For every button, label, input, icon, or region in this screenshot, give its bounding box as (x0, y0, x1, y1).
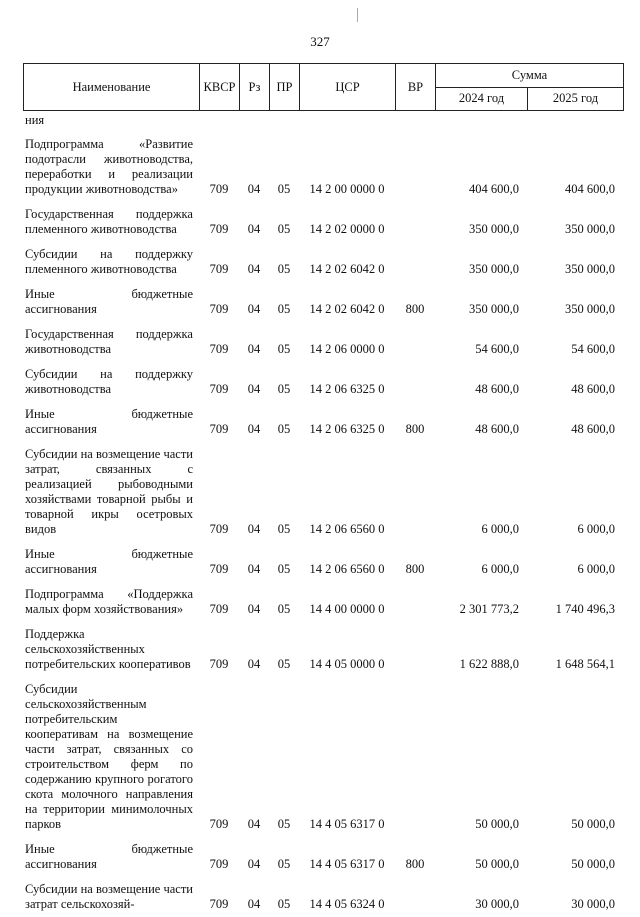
row-name: Государственная поддержка животноводства (25, 327, 193, 356)
row-amount-2025: 1 648 564,1 (555, 657, 615, 671)
row-rz: 04 (247, 817, 261, 831)
row-kvsr: 709 (209, 182, 229, 196)
header-sum: Сумма (436, 64, 624, 88)
row-vr (395, 677, 435, 837)
row-pr: 05 (277, 222, 291, 236)
row-csr: 14 2 02 6042 0 (309, 262, 385, 276)
row-csr (299, 113, 395, 132)
table-row (23, 402, 623, 442)
row-name: Государственная поддержка племенного животноводства (25, 207, 193, 236)
row-rz: 04 (247, 302, 261, 316)
row-csr: 14 4 00 0000 0 (309, 602, 385, 616)
row-name: Иные бюджетные ассигнования (25, 287, 193, 316)
row-kvsr (199, 113, 239, 132)
row-amount-2024: 30 000,0 (475, 897, 519, 911)
row-pr: 05 (277, 262, 291, 276)
table-row (23, 582, 623, 622)
row-csr: 14 2 06 6560 0 (309, 562, 385, 576)
row-vr: 800 (405, 422, 425, 436)
row-rz: 04 (247, 657, 261, 671)
row-rz: 04 (247, 857, 261, 871)
row-rz: 04 (247, 562, 261, 576)
table-row (23, 242, 623, 282)
row-name: Иные бюджетные ассигнования (25, 407, 193, 436)
table-row (23, 322, 623, 362)
row-amount-2024: 350 000,0 (469, 262, 519, 276)
header-rz: Рз (240, 64, 270, 111)
table-row (23, 542, 623, 582)
row-pr: 05 (277, 657, 291, 671)
row-kvsr: 709 (209, 422, 229, 436)
row-kvsr: 709 (209, 602, 229, 616)
row-amount-2024: 350 000,0 (469, 302, 519, 316)
row-amount-2024: 48 600,0 (475, 382, 519, 396)
row-vr (395, 132, 435, 202)
row-csr: 14 4 05 6317 0 (309, 857, 385, 871)
row-amount-2025 (527, 113, 623, 132)
row-amount-2024: 6 000,0 (481, 522, 519, 536)
header-year-2024: 2024 год (436, 87, 528, 111)
row-name: Субсидии на возмещение части затрат, связанных с реализацией рыбоводными хозяйствами товарной рыбы и товарной икры осетровых видов (25, 447, 193, 536)
row-pr: 05 (277, 602, 291, 616)
row-rz: 04 (247, 182, 261, 196)
table-row (23, 113, 623, 132)
row-amount-2025: 30 000,0 (571, 897, 615, 911)
row-vr (395, 322, 435, 362)
row-rz: 04 (247, 342, 261, 356)
row-kvsr: 709 (209, 857, 229, 871)
row-pr: 05 (277, 897, 291, 911)
row-rz: 04 (247, 222, 261, 236)
row-csr: 14 4 05 0000 0 (309, 657, 385, 671)
header-csr: ЦСР (300, 64, 396, 111)
row-amount-2024: 6 000,0 (481, 562, 519, 576)
table-header (23, 63, 624, 111)
row-name: Иные бюджетные ассигнования (25, 842, 193, 871)
row-rz: 04 (247, 602, 261, 616)
scan-mark (357, 8, 358, 22)
row-vr (395, 622, 435, 677)
row-csr: 14 2 02 6042 0 (309, 302, 385, 316)
header-year-2025: 2025 год (528, 87, 624, 111)
header-vr: ВР (396, 64, 436, 111)
row-rz: 04 (247, 422, 261, 436)
row-amount-2024: 50 000,0 (475, 817, 519, 831)
row-amount-2025: 6 000,0 (577, 522, 615, 536)
table-row (23, 132, 623, 202)
row-rz: 04 (247, 382, 261, 396)
row-amount-2025: 350 000,0 (565, 262, 615, 276)
row-csr: 14 2 02 0000 0 (309, 222, 385, 236)
row-amount-2024 (435, 113, 527, 132)
row-vr (395, 242, 435, 282)
row-pr: 05 (277, 817, 291, 831)
row-pr: 05 (277, 522, 291, 536)
row-kvsr: 709 (209, 262, 229, 276)
row-csr: 14 2 06 6325 0 (309, 422, 385, 436)
row-pr: 05 (277, 562, 291, 576)
table-row (23, 837, 623, 877)
table-row (23, 677, 623, 837)
row-name: Субсидии на поддержку племенного животноводства (25, 247, 193, 276)
row-csr: 14 2 00 0000 0 (309, 182, 385, 196)
row-vr: 800 (405, 562, 425, 576)
row-name: Субсидии на поддержку животноводства (25, 367, 193, 396)
row-kvsr: 709 (209, 897, 229, 911)
row-amount-2024: 50 000,0 (475, 857, 519, 871)
row-csr: 14 2 06 6560 0 (309, 522, 385, 536)
row-amount-2024: 350 000,0 (469, 222, 519, 236)
row-amount-2024: 404 600,0 (469, 182, 519, 196)
row-vr: 800 (405, 857, 425, 871)
table-row (23, 282, 623, 322)
row-pr: 05 (277, 422, 291, 436)
header-pr: ПР (270, 64, 300, 111)
row-amount-2025: 350 000,0 (565, 222, 615, 236)
row-amount-2025: 6 000,0 (577, 562, 615, 576)
row-rz: 04 (247, 262, 261, 276)
row-amount-2025: 50 000,0 (571, 817, 615, 831)
row-csr: 14 2 06 6325 0 (309, 382, 385, 396)
row-vr (395, 202, 435, 242)
row-vr (395, 582, 435, 622)
row-name: Поддержка сельскохозяйственных потребительских кооперативов (25, 627, 191, 671)
row-kvsr: 709 (209, 657, 229, 671)
row-kvsr: 709 (209, 817, 229, 831)
row-amount-2025: 1 740 496,3 (555, 602, 615, 616)
row-pr: 05 (277, 182, 291, 196)
row-vr: 800 (405, 302, 425, 316)
budget-table (23, 113, 623, 917)
row-csr: 14 2 06 0000 0 (309, 342, 385, 356)
row-amount-2025: 404 600,0 (565, 182, 615, 196)
row-pr: 05 (277, 302, 291, 316)
page-number: 327 (310, 34, 330, 49)
row-csr: 14 4 05 6324 0 (309, 897, 385, 911)
row-amount-2025: 48 600,0 (571, 382, 615, 396)
row-vr (395, 442, 435, 542)
row-name: Субсидии на возмещение части затрат сельскохозяй- (25, 882, 193, 911)
row-rz (239, 113, 269, 132)
row-amount-2025: 54 600,0 (571, 342, 615, 356)
row-kvsr: 709 (209, 562, 229, 576)
row-kvsr: 709 (209, 302, 229, 316)
row-rz: 04 (247, 897, 261, 911)
row-pr: 05 (277, 382, 291, 396)
row-amount-2025: 48 600,0 (571, 422, 615, 436)
row-amount-2025: 50 000,0 (571, 857, 615, 871)
row-amount-2025: 350 000,0 (565, 302, 615, 316)
table-row (23, 877, 623, 917)
table-row (23, 442, 623, 542)
row-name: Субсидии сельскохозяйственным потребительским кооперативам на возмещение части затрат, связанных со строительством ферм по содержанию крупного рогатого скота молочного направления на территории минимолочных парков (25, 682, 193, 831)
row-amount-2024: 54 600,0 (475, 342, 519, 356)
row-name: Подпрограмма «Развитие подотрасли животноводства, переработки и реализации продукции животноводства» (25, 137, 193, 196)
table-row (23, 362, 623, 402)
row-pr: 05 (277, 857, 291, 871)
header-name: Наименование (24, 64, 200, 111)
row-kvsr: 709 (209, 522, 229, 536)
row-kvsr: 709 (209, 342, 229, 356)
row-amount-2024: 48 600,0 (475, 422, 519, 436)
row-vr (395, 113, 435, 132)
row-rz: 04 (247, 522, 261, 536)
row-name: Подпрограмма «Поддержка малых форм хозяйствования» (25, 587, 193, 616)
table-row (23, 622, 623, 677)
row-vr (395, 362, 435, 402)
row-amount-2024: 2 301 773,2 (459, 602, 519, 616)
row-csr: 14 4 05 6317 0 (309, 817, 385, 831)
row-name: Иные бюджетные ассигнования (25, 547, 193, 576)
row-vr (395, 877, 435, 917)
table-row (23, 202, 623, 242)
row-kvsr: 709 (209, 222, 229, 236)
row-amount-2024: 1 622 888,0 (459, 657, 519, 671)
row-pr: 05 (277, 342, 291, 356)
row-pr (269, 113, 299, 132)
row-kvsr: 709 (209, 382, 229, 396)
row-name: ния (25, 113, 45, 127)
header-kvsr: КВСР (200, 64, 240, 111)
